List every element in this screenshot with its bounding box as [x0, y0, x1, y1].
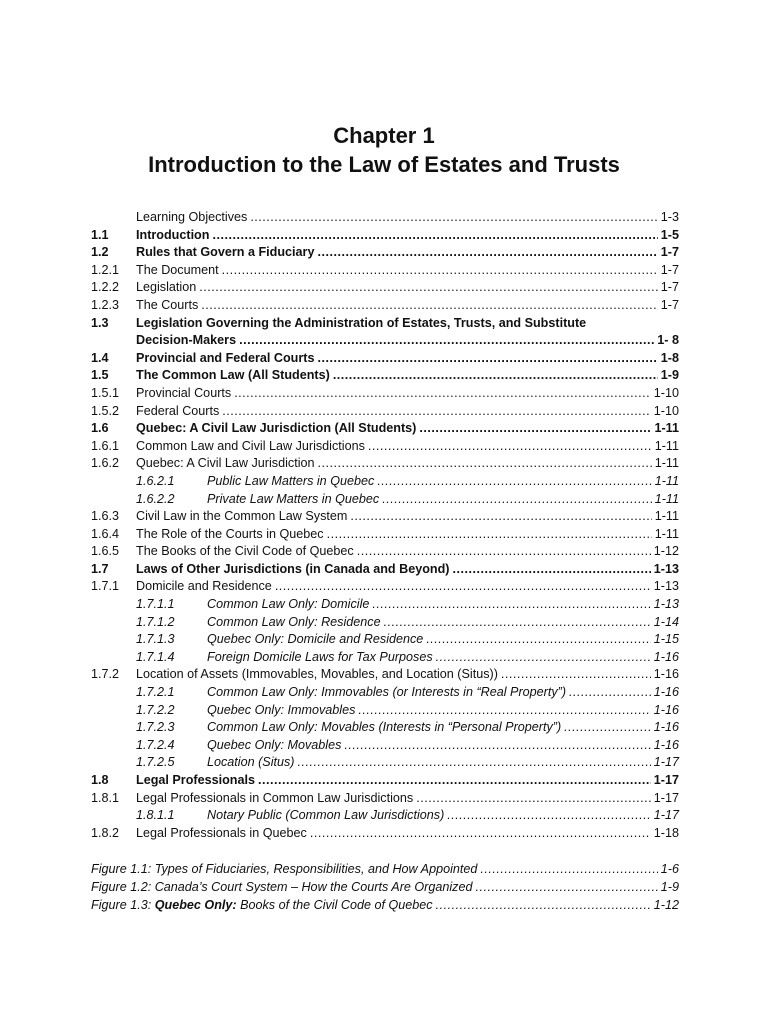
toc-entry[interactable] [91, 420, 679, 438]
toc-entry-title: The Role of the Courts in Quebec [136, 526, 324, 541]
toc-entry-number: 1.6.4 [91, 526, 120, 541]
toc-entry-title: Notary Public (Common Law Jurisdictions) [207, 808, 445, 823]
toc-leader-dots [317, 350, 657, 368]
toc-entry-number: 1.7.1.4 [136, 649, 175, 664]
figure-entry[interactable] [91, 879, 679, 897]
toc-entry[interactable] [91, 473, 679, 491]
toc-leader-dots [382, 491, 652, 509]
toc-entry[interactable] [91, 367, 679, 385]
toc-entry[interactable] [91, 737, 679, 755]
toc-entry-number: 1.6.2.1 [136, 473, 175, 488]
figure-entry-title [91, 897, 433, 915]
toc-entry-page: 1-16 [653, 649, 679, 664]
toc-leader-dots [318, 455, 652, 473]
toc-leader-dots [476, 879, 658, 897]
table-of-contents [91, 209, 679, 914]
toc-entry-page: 1-10 [653, 385, 679, 400]
toc-entry[interactable] [91, 790, 679, 808]
toc-entry[interactable] [91, 719, 679, 737]
toc-entry-number: 1.6.2.2 [136, 491, 175, 506]
toc-leader-dots [298, 754, 651, 772]
chapter-label: Chapter 1 [333, 123, 435, 148]
toc-entry-number: 1.5.2 [91, 403, 120, 418]
toc-entry-page: 1-16 [653, 702, 679, 717]
toc-entry[interactable] [91, 332, 679, 350]
toc-leader-dots [275, 578, 651, 596]
toc-entry-number: 1.8.2 [91, 825, 120, 840]
toc-entry-page: 1-13 [653, 561, 679, 576]
toc-entry-number: 1.6.2 [91, 456, 120, 471]
toc-entry-title: Rules that Govern a Fiduciary [136, 245, 315, 260]
toc-leader-dots [358, 702, 650, 720]
toc-entry-title: Location (Situs) [207, 755, 295, 770]
figure-title-text: Figure 1.2: Canada’s Court System – How the Courts Are Organized [91, 879, 473, 894]
toc-entry-page: 1-11 [654, 491, 679, 506]
toc-spacer [91, 842, 679, 861]
toc-entry[interactable] [91, 262, 679, 280]
toc-entry-page: 1-10 [653, 403, 679, 418]
toc-entry[interactable] [91, 702, 679, 720]
toc-entry[interactable] [91, 491, 679, 509]
figure-prefix: Figure 1.3: [91, 897, 155, 912]
toc-entry-number: 1.7.1 [91, 579, 120, 594]
toc-entry-title: Decision-Makers [136, 333, 237, 348]
toc-entry-title: Provincial and Federal Courts [136, 350, 315, 365]
toc-entry-page: 1-7 [660, 245, 679, 260]
toc-entry-title: Private Law Matters in Quebec [207, 491, 380, 506]
toc-entry[interactable] [91, 825, 679, 843]
toc-entry-number: 1.2.3 [91, 297, 120, 312]
toc-entry[interactable] [91, 438, 679, 456]
toc-leader-dots [480, 861, 657, 879]
toc-entry-number: 1.7.2.1 [136, 685, 175, 700]
toc-leader-dots [199, 279, 658, 297]
toc-entry-page: 1-18 [653, 825, 679, 840]
toc-entry[interactable] [91, 807, 679, 825]
toc-entry-number: 1.5 [91, 368, 109, 383]
toc-entry-page: 1-7 [660, 262, 679, 277]
toc-entry-page: 1-7 [660, 297, 679, 312]
toc-entry-number: 1.7 [91, 561, 109, 576]
toc-entry-page: 1-16 [653, 737, 679, 752]
toc-entry[interactable] [91, 631, 679, 649]
toc-entry-title: Legal Professionals in Quebec [136, 825, 307, 840]
toc-entry-number: 1.7.2.2 [136, 702, 175, 717]
toc-entry[interactable] [91, 508, 679, 526]
toc-entry-number: 1.2.1 [91, 262, 120, 277]
toc-entry-page: 1-17 [653, 773, 679, 787]
toc-entry-title: The Document [136, 262, 219, 277]
toc-leader-dots [327, 526, 652, 544]
toc-leader-dots [250, 209, 657, 227]
toc-leader-dots [310, 825, 651, 843]
toc-entry-page: 1-14 [653, 614, 679, 629]
toc-entry[interactable] [91, 578, 679, 596]
toc-entry-number: 1.6.5 [91, 544, 120, 559]
toc-entry-number: 1.2.2 [91, 280, 120, 295]
toc-entry-number: 1.8.1.1 [136, 808, 175, 823]
toc-entry-title: Location of Assets (Immovables, Movables, and Location (Situs)) [136, 667, 498, 682]
toc-entry-page: 1-11 [654, 473, 679, 488]
toc-leader-dots [350, 508, 651, 526]
toc-entry-title: Foreign Domicile Laws for Tax Purposes [207, 649, 433, 664]
toc-entry-page: 1-17 [653, 790, 679, 805]
toc-entry-page: 1-5 [660, 227, 679, 242]
toc-entry[interactable] [91, 297, 679, 315]
toc-entry-title: Common Law Only: Residence [207, 614, 381, 629]
toc-entry-page: 1- 8 [657, 333, 679, 348]
toc-entry-page: 1-15 [653, 632, 679, 647]
toc-entry-page: 1-13 [653, 597, 679, 612]
toc-entry-title: The Books of the Civil Code of Quebec [136, 544, 354, 559]
toc-entry[interactable] [91, 209, 679, 227]
toc-entry-number: 1.5.1 [91, 385, 120, 400]
toc-entry[interactable] [91, 455, 679, 473]
toc-entry[interactable] [91, 385, 679, 403]
toc-entry-number: 1.1 [91, 227, 109, 242]
toc-entry-title: Civil Law in the Common Law System [136, 509, 348, 524]
figure-entry-page: 1-6 [660, 862, 679, 877]
chapter-title: Introduction to the Law of Estates and Trusts [148, 152, 620, 177]
toc-entry-title: Laws of Other Jurisdictions (in Canada and Beyond) [136, 561, 450, 576]
toc-leader-dots [377, 473, 651, 491]
toc-entry-title: Provincial Courts [136, 385, 232, 400]
toc-leader-dots [234, 385, 651, 403]
toc-entry-title: Public Law Matters in Quebec [207, 473, 375, 488]
toc-entry-number: 1.4 [91, 350, 109, 365]
toc-entry-number: 1.7.2.3 [136, 720, 175, 735]
toc-leader-dots [419, 420, 651, 438]
toc-entry[interactable] [91, 649, 679, 667]
toc-leader-dots [426, 631, 650, 649]
toc-entry[interactable] [91, 596, 679, 614]
toc-entry-title: Common Law Only: Immovables (or Interests in “Real Property”) [207, 685, 567, 700]
toc-leader-dots [436, 649, 651, 667]
toc-entry-page: 1-13 [653, 579, 679, 594]
toc-leader-dots [357, 543, 651, 561]
toc-entry-page: 1-12 [653, 544, 679, 559]
toc-entry-page: 1-8 [660, 350, 679, 365]
toc-entry-page: 1-9 [660, 368, 679, 383]
toc-entry-number: 1.6.3 [91, 509, 120, 524]
toc-entry[interactable] [91, 754, 679, 772]
toc-leader-dots [222, 262, 658, 280]
toc-leader-dots [384, 614, 651, 632]
toc-leader-dots [201, 297, 658, 315]
toc-entry-title: The Courts [136, 297, 199, 312]
toc-entry-title: The Common Law (All Students) [136, 368, 330, 383]
toc-entry-title: Quebec Only: Movables [207, 737, 342, 752]
toc-entry-number: 1.2 [91, 245, 109, 260]
toc-entry[interactable] [91, 561, 679, 579]
figure-entry-page: 1-9 [660, 879, 679, 894]
toc-entry[interactable] [91, 350, 679, 368]
toc-entry-page: 1-16 [653, 720, 679, 735]
toc-entry-number: 1.7.1.1 [136, 597, 175, 612]
toc-entry-title: Federal Courts [136, 403, 220, 418]
toc-leader-dots [222, 403, 650, 421]
toc-entry-page: 1-11 [654, 526, 679, 541]
toc-leader-dots [344, 737, 650, 755]
toc-entry-page: 1-11 [654, 509, 679, 524]
toc-entry-title: Quebec: A Civil Law Jurisdiction [136, 456, 315, 471]
toc-entry-page: 1-16 [653, 667, 679, 682]
toc-entry-number: 1.8 [91, 773, 109, 787]
toc-entry-number: 1.7.1.3 [136, 632, 175, 647]
toc-entry-title: Domicile and Residence [136, 579, 272, 594]
toc-entry-title: Quebec Only: Domicile and Residence [207, 632, 424, 647]
toc-leader-dots [258, 772, 651, 790]
toc-entry[interactable] [91, 772, 679, 790]
toc-entry-page: 1-3 [660, 210, 679, 224]
figure-entry-page: 1-12 [653, 897, 679, 912]
toc-entry-title: Introduction [136, 227, 210, 242]
toc-entry[interactable] [91, 244, 679, 262]
toc-entry-page: 1-16 [653, 685, 679, 700]
toc-entry-page: 1-11 [654, 438, 679, 453]
toc-entry[interactable] [91, 403, 679, 421]
toc-entry[interactable] [91, 614, 679, 632]
toc-entry[interactable] [91, 666, 679, 684]
toc-leader-dots [333, 367, 658, 385]
toc-entry-number: 1.7.1.2 [136, 614, 175, 629]
toc-entry[interactable] [91, 526, 679, 544]
toc-leader-dots [569, 684, 651, 702]
toc-entry-number: 1.6.1 [91, 438, 120, 453]
toc-entry-page: 1-17 [653, 808, 679, 823]
toc-entry-page: 1-7 [660, 280, 679, 295]
figure-title-text: Figure 1.1: Types of Fiduciaries, Responsibilities, and How Appointed [91, 862, 478, 877]
toc-entry-page: 1-11 [654, 456, 679, 471]
toc-entry-number: 1.7.2.4 [136, 737, 175, 752]
toc-entry-title: Legislation Governing the Administration of Estates, Trusts, and Substitute [136, 315, 587, 330]
toc-leader-dots [564, 719, 651, 737]
toc-entry[interactable] [91, 684, 679, 702]
figure-lead: Quebec Only: [154, 897, 237, 912]
toc-entry-number: 1.3 [91, 315, 109, 330]
toc-entry-title: Common Law Only: Domicile [207, 597, 370, 612]
toc-entry-title: Legislation [136, 280, 197, 295]
figure-entry[interactable] [91, 897, 679, 915]
toc-entry-title: Legal Professionals [136, 773, 255, 787]
toc-entry-title: Common Law and Civil Law Jurisdictions [136, 438, 365, 453]
toc-entry-number: 1.6 [91, 421, 109, 436]
toc-entry[interactable] [91, 227, 679, 245]
toc-leader-dots [416, 790, 651, 808]
toc-entry-title: Quebec: A Civil Law Jurisdiction (All Students) [136, 421, 417, 436]
toc-leader-dots [436, 897, 651, 915]
figure-entry[interactable] [91, 861, 679, 879]
toc-leader-dots [212, 227, 657, 245]
toc-entry-page: 1-17 [653, 755, 679, 770]
figure-title-text: Books of the Civil Code of Quebec [236, 897, 433, 912]
toc-leader-dots [501, 666, 651, 684]
figure-entry-title [91, 861, 477, 879]
figure-entry-title [91, 879, 473, 897]
toc-entry-title: Common Law Only: Movables (Interests in “Personal Property”) [207, 720, 562, 735]
toc-entry[interactable] [91, 543, 679, 561]
toc-leader-dots [453, 561, 651, 579]
toc-entry[interactable] [91, 279, 679, 297]
toc-entry[interactable] [91, 315, 679, 333]
toc-leader-dots [368, 438, 652, 456]
toc-leader-dots [317, 244, 657, 262]
toc-entry-title: Quebec Only: Immovables [207, 702, 356, 717]
toc-entry-title: Learning Objectives [136, 210, 248, 224]
toc-leader-dots [372, 596, 650, 614]
toc-entry-title: Legal Professionals in Common Law Jurisdictions [136, 790, 414, 805]
toc-entry-number: 1.7.2 [91, 667, 120, 682]
toc-entry-number: 1.8.1 [91, 790, 120, 805]
toc-entry-page: 1-11 [654, 421, 679, 436]
toc-leader-dots [239, 332, 654, 350]
toc-entry-number: 1.7.2.5 [136, 755, 175, 770]
toc-leader-dots [447, 807, 651, 825]
